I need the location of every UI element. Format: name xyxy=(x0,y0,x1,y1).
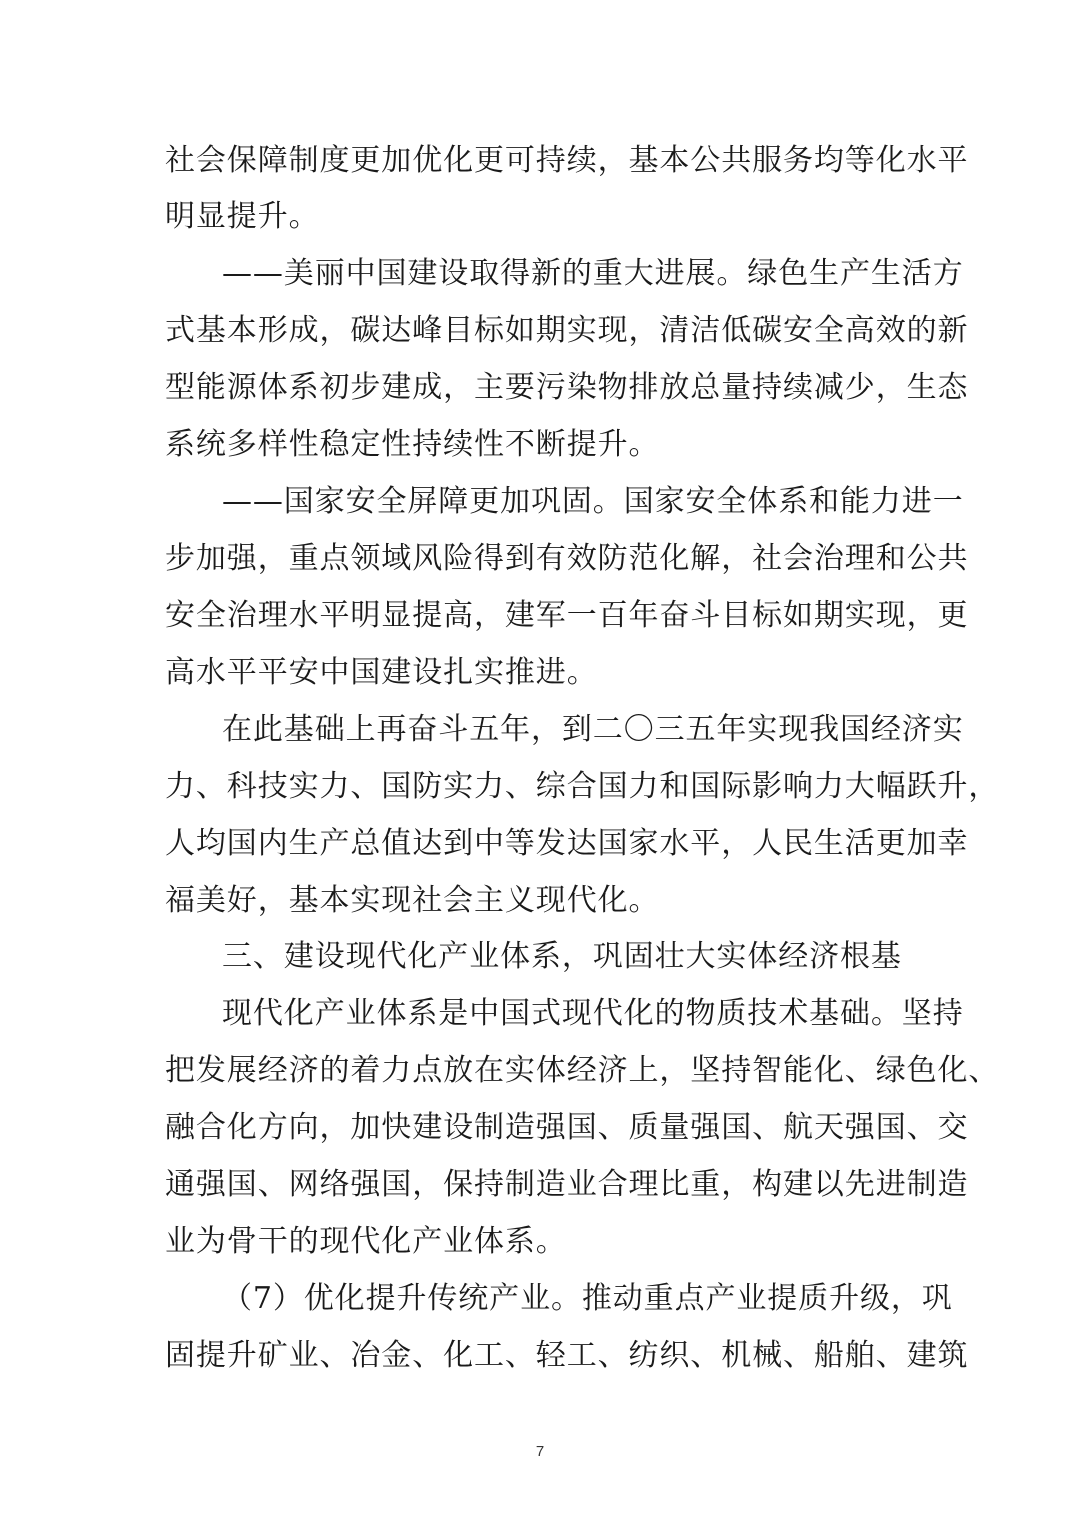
text-line: 社会保障制度更加优化更可持续，基本公共服务均等化水平 xyxy=(165,143,969,178)
page-number: 7 xyxy=(535,1443,545,1460)
text-line: 在此基础上再奋斗五年，到二〇三五年实现我国经济实 xyxy=(222,712,964,747)
text-line: ——国家安全屏障更加巩固。国家安全体系和能力进一 xyxy=(222,484,964,519)
text-line: 步加强，重点领域风险得到有效防范化解，社会治理和公共 xyxy=(165,541,969,576)
text-line: 融合化方向，加快建设制造强国、质量强国、航天强国、交 xyxy=(165,1110,969,1145)
text-line: 通强国、网络强国，保持制造业合理比重，构建以先进制造 xyxy=(165,1167,969,1202)
text-line: 系统多样性稳定性持续性不断提升。 xyxy=(165,427,660,462)
text-line: 把发展经济的着力点放在实体经济上，坚持智能化、绿色化、 xyxy=(165,1053,1000,1088)
text-line: 固提升矿业、冶金、化工、轻工、纺织、机械、船舶、建筑 xyxy=(165,1338,969,1373)
text-line: 安全治理水平明显提高，建军一百年奋斗目标如期实现，更 xyxy=(165,598,969,633)
list-item-heading: （7）优化提升传统产业。推动重点产业提质升级，巩 xyxy=(222,1281,953,1316)
text-line: 业为骨干的现代化产业体系。 xyxy=(165,1224,567,1259)
text-line: 型能源体系初步建成，主要污染物排放总量持续减少，生态 xyxy=(165,370,969,405)
text-line: 式基本形成，碳达峰目标如期实现，清洁低碳安全高效的新 xyxy=(165,313,969,348)
text-line: ——美丽中国建设取得新的重大进展。绿色生产生活方 xyxy=(222,256,964,291)
text-line: 福美好，基本实现社会主义现代化。 xyxy=(165,883,660,918)
text-line: 现代化产业体系是中国式现代化的物质技术基础。坚持 xyxy=(222,996,964,1031)
text-line: 力、科技实力、国防实力、综合国力和国际影响力大幅跃升， xyxy=(165,769,1000,804)
text-line: 明显提升。 xyxy=(165,199,320,234)
text-line: 人均国内生产总值达到中等发达国家水平，人民生活更加幸 xyxy=(165,826,969,861)
text-line: 高水平平安中国建设扎实推进。 xyxy=(165,655,598,690)
section-heading: 三、建设现代化产业体系，巩固壮大实体经济根基 xyxy=(222,939,902,974)
